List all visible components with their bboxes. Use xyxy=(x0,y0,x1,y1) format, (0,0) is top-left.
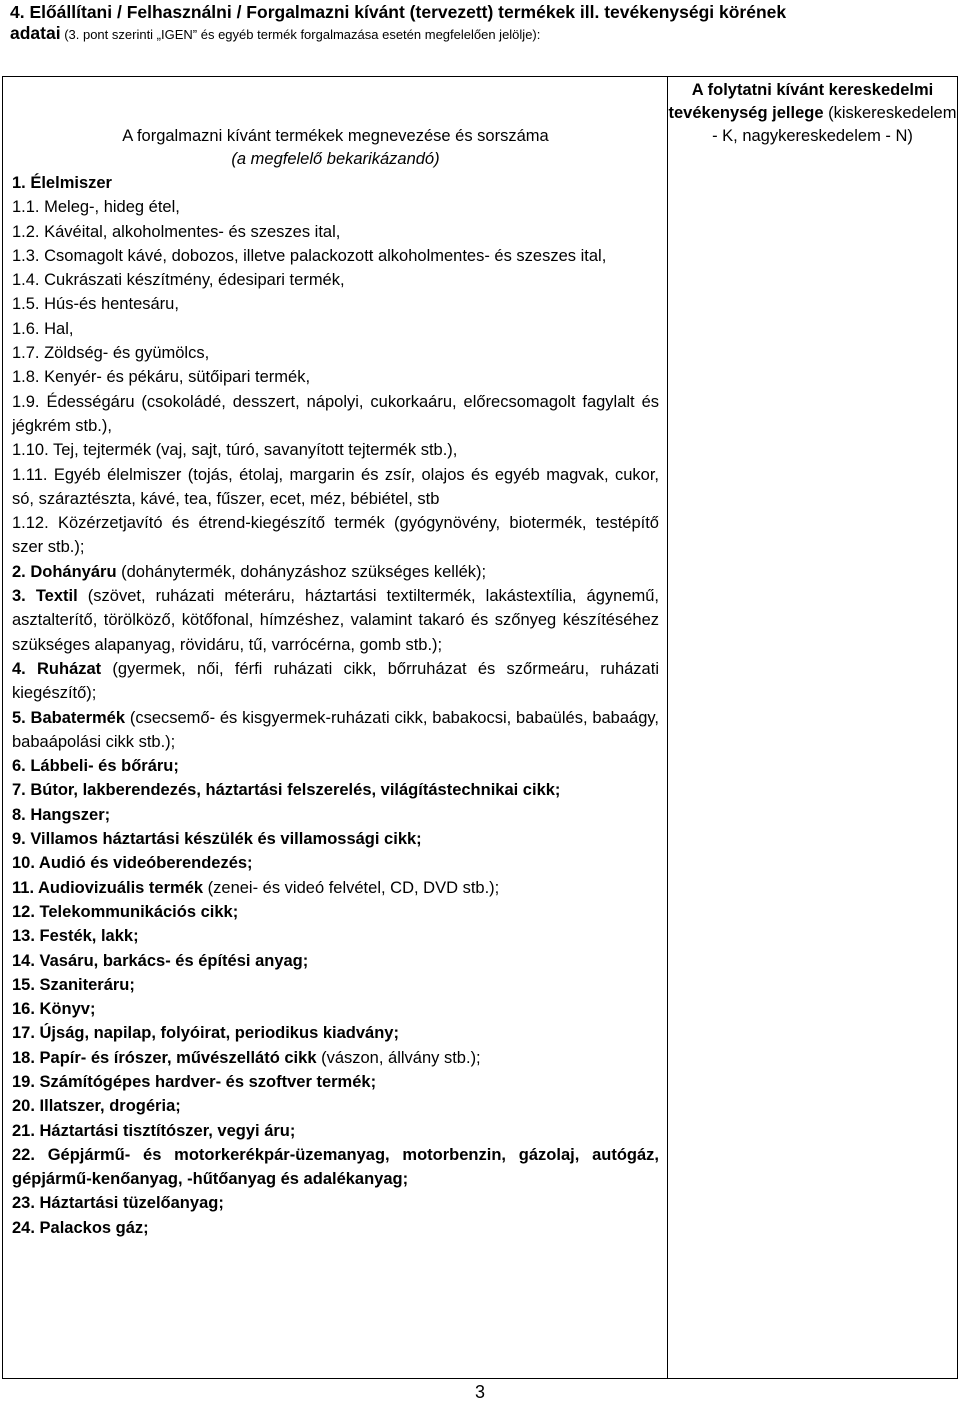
product-item[interactable] xyxy=(12,1191,659,1215)
product-item[interactable] xyxy=(12,390,659,439)
product-item[interactable] xyxy=(12,317,659,341)
product-item[interactable] xyxy=(12,171,659,195)
product-item[interactable] xyxy=(12,949,659,973)
heading-line-2 xyxy=(10,23,950,45)
product-item[interactable] xyxy=(12,997,659,1021)
product-item-text: 1.12. Közérzetjavító és étrend-kiegészítő termék (gyógynövény, biotermék, testépítő szer stb.); xyxy=(12,514,659,557)
product-item-bold: 16. Könyv; xyxy=(12,1000,96,1019)
product-item-bold: 23. Háztartási tüzelőanyag; xyxy=(12,1194,224,1213)
product-item-bold: 18. Papír- és írószer, művészellátó cikk xyxy=(12,1048,317,1067)
products-column xyxy=(3,77,668,1379)
product-item-bold: 10. Audió és videóberendezés; xyxy=(12,854,253,873)
product-item-bold: 22. Gépjármű- és motorkerékpár-üzemanyag, motorbenzin, gázolaj, autógáz, gépjármű-kenőanyag, -hűtőanyag és adalékanyag; xyxy=(12,1145,659,1189)
product-item-text: 1.3. Csomagolt kávé, dobozos, illetve palackozott alkoholmentes- és szeszes ital, xyxy=(12,246,607,265)
product-item[interactable] xyxy=(12,1143,659,1192)
product-item[interactable] xyxy=(12,244,659,268)
column2-title: A folytatni kívánt kereskedelmi tevékenység jellege xyxy=(668,81,934,122)
product-item-text: (zenei- és videó felvétel, CD, DVD stb.); xyxy=(203,878,500,897)
product-item[interactable] xyxy=(12,1046,659,1070)
heading-note: (3. pont szerinti „IGEN” és egyéb termék forgalmazása esetén megfelelően jelölje): xyxy=(60,27,541,42)
product-item-text: (dohánytermék, dohányzáshoz szükséges kellék); xyxy=(116,562,487,581)
heading-bold: adatai xyxy=(10,23,61,43)
product-item[interactable] xyxy=(12,341,659,365)
product-item[interactable] xyxy=(12,268,659,292)
page-number: 3 xyxy=(474,1382,485,1402)
product-item[interactable] xyxy=(12,827,659,851)
product-item[interactable] xyxy=(12,438,659,462)
product-item-text: 1.7. Zöldség- és gyümölcs, xyxy=(12,344,210,363)
product-item[interactable] xyxy=(12,851,659,875)
product-item-text: 1.8. Kenyér- és pékáru, sütőipari termék, xyxy=(12,368,311,387)
product-item-bold: 8. Hangszer; xyxy=(12,805,111,824)
product-item[interactable] xyxy=(12,900,659,924)
product-item-text: 1.1. Meleg-, hideg étel, xyxy=(12,198,180,217)
heading-line-1: 4. Előállítani / Felhasználni / Forgalmazni kívánt (tervezett) termékek ill. tevékenységi körének xyxy=(10,2,787,22)
product-item-bold: 6. Lábbeli- és bőráru; xyxy=(12,757,179,776)
product-item[interactable] xyxy=(12,754,659,778)
product-item[interactable] xyxy=(12,1216,659,1240)
product-item[interactable] xyxy=(12,1119,659,1143)
product-item-bold: 19. Számítógépes hardver- és szoftver termék; xyxy=(12,1072,377,1091)
product-item-bold: 5. Babatermék xyxy=(12,708,126,727)
section-heading xyxy=(10,2,950,45)
product-item[interactable] xyxy=(12,560,659,584)
product-item-bold: 3. Textil xyxy=(12,587,78,606)
product-item-bold: 17. Újság, napilap, folyóirat, periodikus kiadvány; xyxy=(12,1024,399,1043)
product-item-text: 1.2. Kávéital, alkoholmentes- és szeszes ital, xyxy=(12,222,341,241)
product-item-bold: 24. Palackos gáz; xyxy=(12,1218,149,1237)
column2-header xyxy=(668,77,957,148)
product-item-text: 1.4. Cukrászati készítmény, édesipari termék, xyxy=(12,271,345,290)
product-item[interactable] xyxy=(12,463,659,512)
product-item[interactable] xyxy=(12,657,659,706)
product-item[interactable] xyxy=(12,292,659,316)
product-item-bold: 13. Festék, lakk; xyxy=(12,927,139,946)
product-list xyxy=(12,171,659,1240)
product-item-text: 1.11. Egyéb élelmiszer (tojás, étolaj, margarin és zsír, olajos és egyéb magvak, cukor, só, száraztészta, kávé, tea, fűszer, ecet, méz, bébiétel, stb xyxy=(12,465,659,508)
product-item-bold: 9. Villamos háztartási készülék és villamossági cikk; xyxy=(12,830,422,849)
product-item-bold: 21. Háztartási tisztítószer, vegyi áru; xyxy=(12,1121,296,1140)
product-item[interactable] xyxy=(12,584,659,657)
column1-title: A forgalmazni kívánt termékek megnevezése és sorszáma xyxy=(122,127,549,145)
products-table xyxy=(2,76,958,1379)
product-item-text: 1.9. Édességáru (csokoládé, desszert, nápolyi, cukorkaáru, előrecsomagolt fagylalt és jégkrém stb.), xyxy=(12,392,659,435)
product-item[interactable] xyxy=(12,195,659,219)
product-item-text: 1.5. Hús-és hentesáru, xyxy=(12,295,179,314)
product-item-bold: 4. Ruházat xyxy=(12,659,102,678)
trade-type-column xyxy=(668,77,958,1379)
product-item[interactable] xyxy=(12,706,659,755)
product-item-bold: 11. Audiovizuális termék xyxy=(12,878,204,897)
product-item[interactable] xyxy=(12,511,659,560)
product-item[interactable] xyxy=(12,803,659,827)
product-item[interactable] xyxy=(12,1070,659,1094)
product-item[interactable] xyxy=(12,876,659,900)
product-item-text: (szövet, ruházati méteráru, háztartási textiltermék, lakástextília, ágynemű, asztalterítő, törölköző, kötőfonal, hímzéshez, valamint takaró és szőnyeg készítéséhez szükséges alapanyag, rövidáru, tű, varrócérna, gomb stb.); xyxy=(12,587,659,654)
product-item-bold: 2. Dohányáru xyxy=(12,562,117,581)
product-item-text: (gyermek, női, férfi ruházati cikk, bőrruházat és szőrmeáru, ruházati kiegészítő); xyxy=(12,659,659,703)
product-item-bold: 12. Telekommunikációs cikk; xyxy=(12,902,239,921)
product-item[interactable] xyxy=(12,973,659,997)
product-item-bold: 20. Illatszer, drogéria; xyxy=(12,1097,181,1116)
column2-note: (kiskereskedelem - K, nagykereskedelem - N) xyxy=(712,104,957,145)
column1-subtitle: (a megfelelő bekarikázandó) xyxy=(231,150,440,168)
product-item[interactable] xyxy=(12,778,659,802)
product-item[interactable] xyxy=(12,365,659,389)
product-item-bold: 14. Vasáru, barkács- és építési anyag; xyxy=(12,951,309,970)
product-item-text: 1.6. Hal, xyxy=(12,319,74,338)
product-item-bold: 7. Bútor, lakberendezés, háztartási felszerelés, világítástechnikai cikk; xyxy=(12,781,561,800)
product-item-text: (csecsemő- és kisgyermek-ruházati cikk, babakocsi, babaülés, babaágy, babaápolási cikk stb.); xyxy=(12,708,660,751)
product-item[interactable] xyxy=(12,924,659,948)
product-item-bold: 1. Élelmiszer xyxy=(12,174,112,192)
product-item[interactable] xyxy=(12,1094,659,1118)
product-item-text: 1.10. Tej, tejtermék (vaj, sajt, túró, savanyított tejtermék stb.), xyxy=(12,441,458,460)
product-item-bold: 15. Szaniteráru; xyxy=(12,975,135,994)
product-item[interactable] xyxy=(12,220,659,244)
product-item[interactable] xyxy=(12,1021,659,1045)
product-item-text: (vászon, állvány stb.); xyxy=(316,1048,481,1067)
